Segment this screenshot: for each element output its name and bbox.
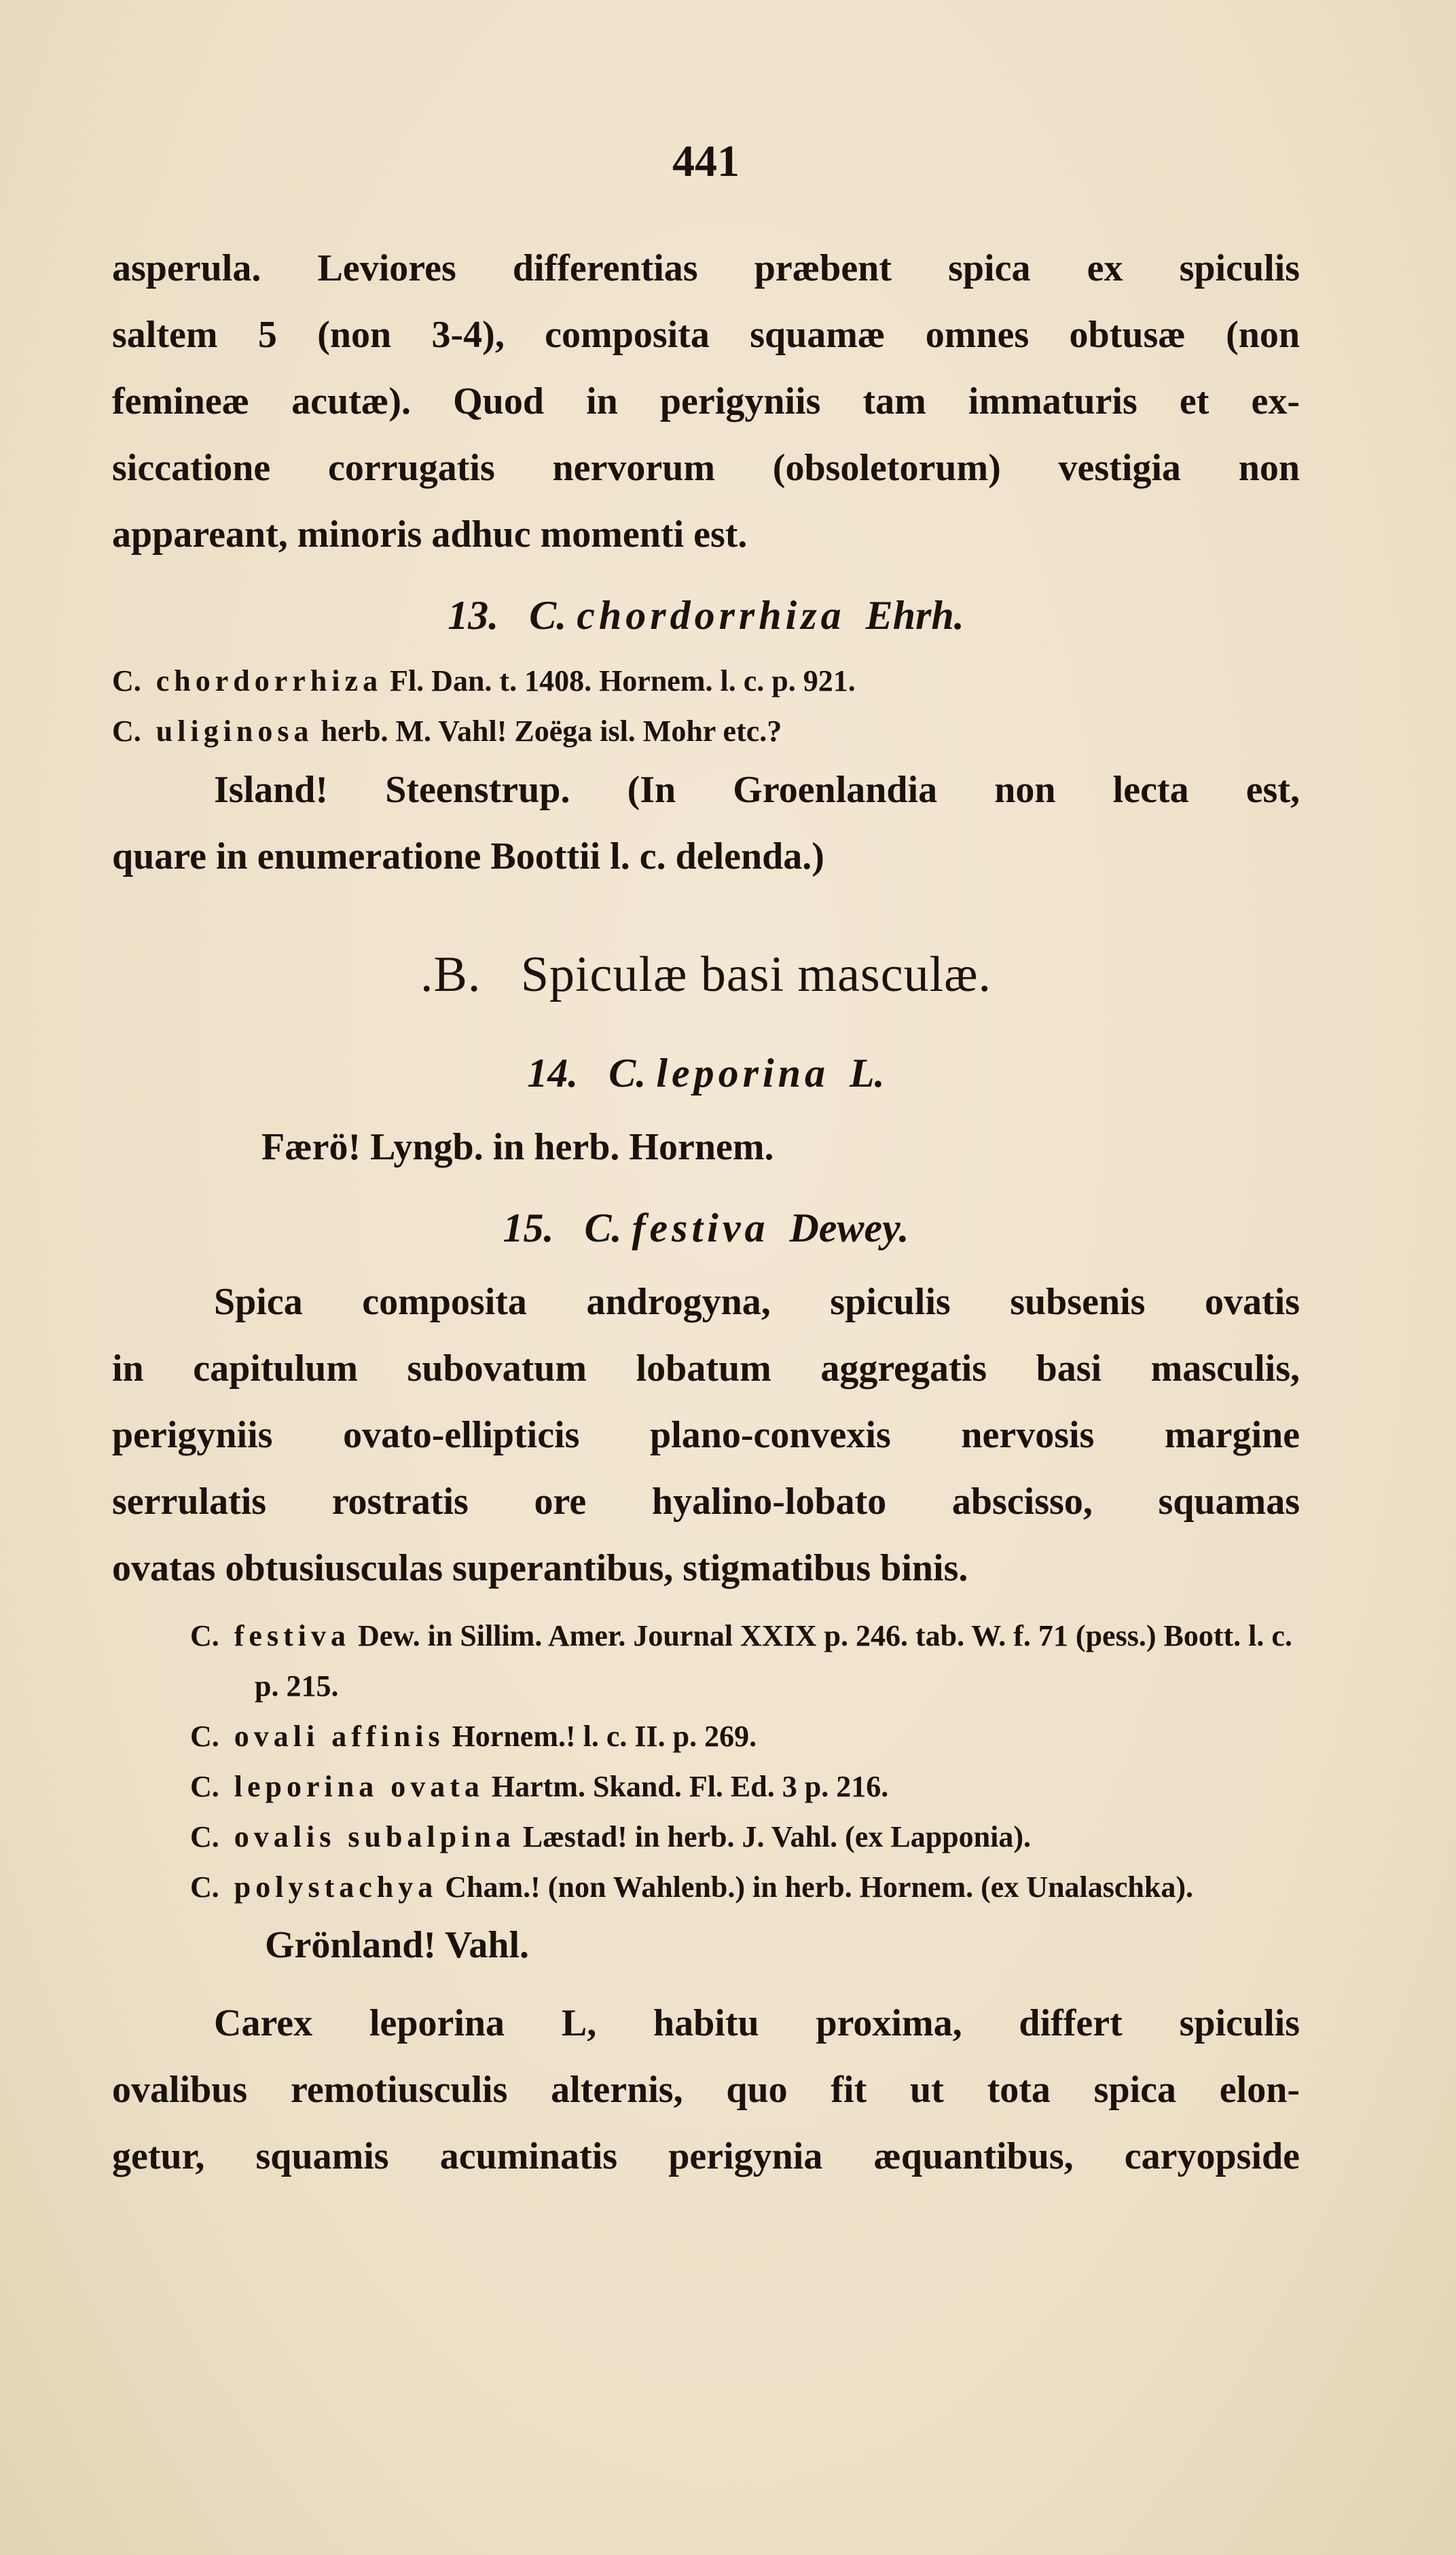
page-number: 441 bbox=[672, 137, 740, 186]
synonym-epithet: ovalis subalpina bbox=[234, 1820, 515, 1853]
synonym-entry bbox=[190, 1611, 1300, 1711]
synonym-reference: Dew. in Sillim. Amer. Journal XXIX p. 246. tab. W. f. 71 (pess.) Boott. l. c. p. 215. bbox=[255, 1619, 1292, 1703]
species-heading-13 bbox=[112, 581, 1300, 649]
synonym-reference: Fl. Dan. t. 1408. Hornem. l. c. p. 921. bbox=[390, 664, 856, 697]
species-number: 14. bbox=[527, 1051, 579, 1095]
species-heading-14 bbox=[112, 1039, 1300, 1107]
section-heading-b bbox=[112, 937, 1300, 1012]
synonym-epithet: ovali affinis bbox=[234, 1720, 445, 1753]
synonym-genus: C. bbox=[190, 1820, 219, 1853]
synonym-entry bbox=[190, 1711, 1300, 1762]
synonym-epithet: uliginosa bbox=[156, 714, 314, 748]
text-line: ovatas obtusiusculas superantibus, stigmatibus binis. bbox=[112, 1547, 968, 1589]
species-number: 13. bbox=[448, 593, 499, 638]
species-heading-15 bbox=[112, 1194, 1300, 1262]
synonym-entry bbox=[112, 706, 1300, 757]
synonym-epithet: chordorrhiza bbox=[156, 664, 383, 697]
text-line: Island! Steenstrup. (In Groenlandia non lecta est, bbox=[214, 769, 1300, 811]
synonym-reference: herb. M. Vahl! Zoëga isl. Mohr etc.? bbox=[321, 714, 782, 748]
text-line: Spica composita androgyna, spiculis subsenis ovatis bbox=[214, 1281, 1300, 1323]
synonym-reference: Hornem.! l. c. II. p. 269. bbox=[452, 1720, 757, 1753]
locality-paragraph-13 bbox=[112, 757, 1300, 890]
text-line: Carex leporina L, habitu proxima, differt spiculis bbox=[214, 2002, 1300, 2044]
synonym-list-13 bbox=[112, 656, 1300, 757]
synonym-reference: Cham.! (non Wahlenb.) in herb. Hornem. (ex Unalaschka). bbox=[445, 1870, 1194, 1904]
synonym-genus: C. bbox=[190, 1619, 219, 1652]
synonym-genus: C. bbox=[190, 1770, 219, 1803]
text-line: appareant, minoris adhuc momenti est. bbox=[112, 513, 748, 556]
synonym-entry bbox=[190, 1762, 1300, 1812]
locality-14: Færö! Lyngb. in herb. Hornem. bbox=[261, 1126, 774, 1168]
species-number: 15. bbox=[503, 1206, 554, 1250]
species-epithet: leporina bbox=[656, 1051, 830, 1095]
section-title: Spiculæ basi masculæ. bbox=[520, 947, 991, 1002]
synonym-genus: C. bbox=[190, 1870, 219, 1904]
species-epithet: festiva bbox=[632, 1206, 769, 1250]
synonym-entry bbox=[112, 656, 1300, 706]
species-genus: C. bbox=[584, 1206, 622, 1250]
synonym-genus: C. bbox=[190, 1720, 219, 1753]
synonym-reference: Læstad! in herb. J. Vahl. (ex Lapponia). bbox=[522, 1820, 1031, 1853]
synonym-entry bbox=[190, 1862, 1300, 1913]
synonym-genus: C. bbox=[112, 664, 141, 697]
text-line: asperula. Leviores differentias præbent spica ex spiculis bbox=[112, 247, 1300, 289]
species-genus: C. bbox=[608, 1051, 647, 1095]
text-line: saltem 5 (non 3-4), composita squamæ omnes obtusæ (non bbox=[112, 314, 1300, 356]
text-line: femineæ acutæ). Quod in perigyniis tam immaturis et ex- bbox=[112, 380, 1300, 422]
description-paragraph-15 bbox=[112, 1269, 1300, 1601]
text-line: ovalibus remotiusculis alternis, quo fit ut tota spica elon- bbox=[112, 2069, 1300, 2111]
synonym-epithet: polystachya bbox=[234, 1870, 438, 1904]
synonym-epithet: leporina ovata bbox=[234, 1770, 484, 1803]
synonym-genus: C. bbox=[112, 714, 141, 748]
synonym-entry bbox=[190, 1812, 1300, 1862]
intro-paragraph bbox=[112, 235, 1300, 568]
text-line: in capitulum subovatum lobatum aggregatis basi masculis, bbox=[112, 1347, 1300, 1390]
text-line: siccatione corrugatis nervorum (obsoletorum) vestigia non bbox=[112, 447, 1300, 489]
section-mark: .B. bbox=[420, 947, 481, 1002]
synonym-reference: Hartm. Skand. Fl. Ed. 3 p. 216. bbox=[491, 1770, 889, 1803]
species-epithet: chordorrhiza bbox=[577, 593, 845, 638]
text-line: perigyniis ovato-ellipticis plano-convexis nervosis margine bbox=[112, 1414, 1300, 1456]
text-line: getur, squamis acuminatis perigynia æquantibus, caryopside bbox=[112, 2135, 1300, 2177]
synonym-list-15 bbox=[190, 1611, 1300, 1913]
text-line: serrulatis rostratis ore hyalino-lobato abscisso, squamas bbox=[112, 1481, 1300, 1523]
synonym-epithet: festiva bbox=[234, 1619, 350, 1652]
species-genus: C. bbox=[529, 593, 567, 638]
text-line: quare in enumeratione Boottii l. c. delenda.) bbox=[112, 835, 824, 877]
species-author: Ehrh. bbox=[865, 593, 964, 638]
locality-15: Grönland! Vahl. bbox=[265, 1924, 530, 1966]
species-author: L. bbox=[850, 1051, 885, 1095]
species-author: Dewey. bbox=[789, 1206, 909, 1250]
closing-paragraph bbox=[112, 1990, 1300, 2190]
